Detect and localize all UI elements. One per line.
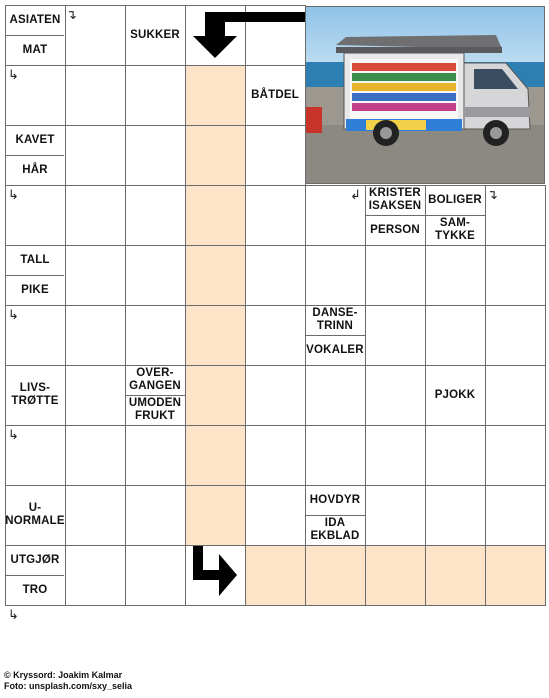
grid-cell[interactable] <box>245 545 306 606</box>
grid-cell[interactable] <box>245 365 306 426</box>
arrow-right-icon: ↳ <box>8 67 19 82</box>
clue-asiaten: ASIATEN <box>9 13 61 26</box>
grid-cell[interactable] <box>365 485 426 546</box>
grid-cell[interactable] <box>125 425 186 486</box>
grid-cell[interactable] <box>65 185 126 246</box>
grid-cell[interactable] <box>365 245 426 306</box>
arrow-right-icon: ↳ <box>8 187 19 202</box>
credit-crossword: © Kryssord: Joakim Kalmar <box>4 670 123 680</box>
grid-cell[interactable] <box>245 305 306 366</box>
food-truck-image <box>306 7 545 184</box>
grid-cell[interactable] <box>125 65 186 126</box>
grid-cell[interactable] <box>185 305 246 366</box>
grid-cell[interactable] <box>65 65 126 126</box>
clue-dansetrinn: DANSE- TRINN <box>312 307 358 332</box>
grid-cell[interactable] <box>65 305 126 366</box>
grid-cell[interactable] <box>485 245 546 306</box>
grid-cell[interactable] <box>485 545 546 606</box>
grid-cell[interactable] <box>185 245 246 306</box>
big-arrow-down-right-icon <box>185 546 245 606</box>
arrow-down-icon: ↴ <box>66 7 77 22</box>
grid-cell[interactable] <box>125 185 186 246</box>
grid-cell[interactable] <box>485 365 546 426</box>
grid-cell[interactable] <box>125 485 186 546</box>
grid-cell[interactable] <box>185 125 246 186</box>
clue-krister-isaksen: KRISTER ISAKSEN <box>368 187 422 212</box>
clue-mat: MAT <box>22 43 48 56</box>
grid-cell[interactable] <box>185 425 246 486</box>
arrow-right-icon: ↳ <box>8 427 19 442</box>
clue-person: PERSON <box>370 223 420 236</box>
grid-cell[interactable] <box>245 125 306 186</box>
clue-vokaler: VOKALER <box>306 343 364 356</box>
grid-cell[interactable] <box>485 305 546 366</box>
grid-cell[interactable] <box>365 425 426 486</box>
grid-cell[interactable] <box>305 245 366 306</box>
grid-cell[interactable] <box>485 425 546 486</box>
grid-cell[interactable] <box>245 185 306 246</box>
grid-cell[interactable] <box>365 305 426 366</box>
grid-cell[interactable] <box>245 245 306 306</box>
big-arrow-left-down-icon <box>185 6 305 66</box>
grid-cell[interactable] <box>65 425 126 486</box>
grid-cell[interactable] <box>245 425 306 486</box>
grid-cell[interactable] <box>125 545 186 606</box>
grid-cell[interactable] <box>365 365 426 426</box>
grid-cell[interactable] <box>245 485 306 546</box>
arrow-down-icon: ↲ <box>350 187 361 202</box>
grid-cell[interactable] <box>485 485 546 546</box>
grid-cell[interactable] <box>65 545 126 606</box>
grid-cell[interactable] <box>425 305 486 366</box>
grid-cell[interactable] <box>425 545 486 606</box>
clue-tro: TRO <box>22 583 48 596</box>
clue-umoden-frukt: UMODEN FRUKT <box>128 397 182 422</box>
clue-ida-ekblad: IDA EKBLAD <box>310 517 360 542</box>
grid-cell[interactable] <box>365 545 426 606</box>
grid-cell[interactable] <box>185 65 246 126</box>
grid-cell[interactable] <box>305 365 366 426</box>
clue-unormale: U- NORMALE <box>5 502 65 527</box>
arrow-right-icon: ↳ <box>8 307 19 322</box>
grid-cell[interactable] <box>185 365 246 426</box>
grid-cell[interactable] <box>65 485 126 546</box>
arrow-down-icon: ↴ <box>487 187 498 202</box>
grid-cell[interactable] <box>185 185 246 246</box>
grid-cell[interactable] <box>65 365 126 426</box>
clue-kavet: KAVET <box>15 133 55 146</box>
grid-cell[interactable] <box>65 125 126 186</box>
clue-livstrotte: LIVS- TRØTTE <box>11 382 59 407</box>
clue-utgjor: UTGJØR <box>10 553 60 566</box>
grid-cell[interactable] <box>425 245 486 306</box>
grid-cell[interactable] <box>305 425 366 486</box>
grid-cell[interactable] <box>305 545 366 606</box>
grid-cell[interactable] <box>185 485 246 546</box>
clue-overgangen: OVER- GANGEN <box>129 367 181 392</box>
clue-pjokk: PJOKK <box>434 388 476 401</box>
arrow-right-icon: ↳ <box>8 607 19 622</box>
grid-cell[interactable] <box>125 305 186 366</box>
grid-cell[interactable] <box>125 125 186 186</box>
clue-boliger: BOLIGER <box>428 193 482 206</box>
credit-photo: Foto: unsplash.com/sxy_selia <box>4 681 133 691</box>
grid-cell[interactable] <box>125 245 186 306</box>
clue-pike: PIKE <box>21 283 49 296</box>
food-truck-photo <box>305 6 545 184</box>
clue-tall: TALL <box>20 253 50 266</box>
clue-hovdyr: HOVDYR <box>309 493 361 506</box>
clue-sukker: SUKKER <box>130 28 180 41</box>
clue-har: HÅR <box>22 163 48 176</box>
grid-cell[interactable] <box>65 245 126 306</box>
grid-cell[interactable] <box>425 425 486 486</box>
grid-cell[interactable] <box>425 485 486 546</box>
clue-samtykke: SAM- TYKKE <box>435 217 475 242</box>
clue-batdel: BÅTDEL <box>251 88 299 101</box>
